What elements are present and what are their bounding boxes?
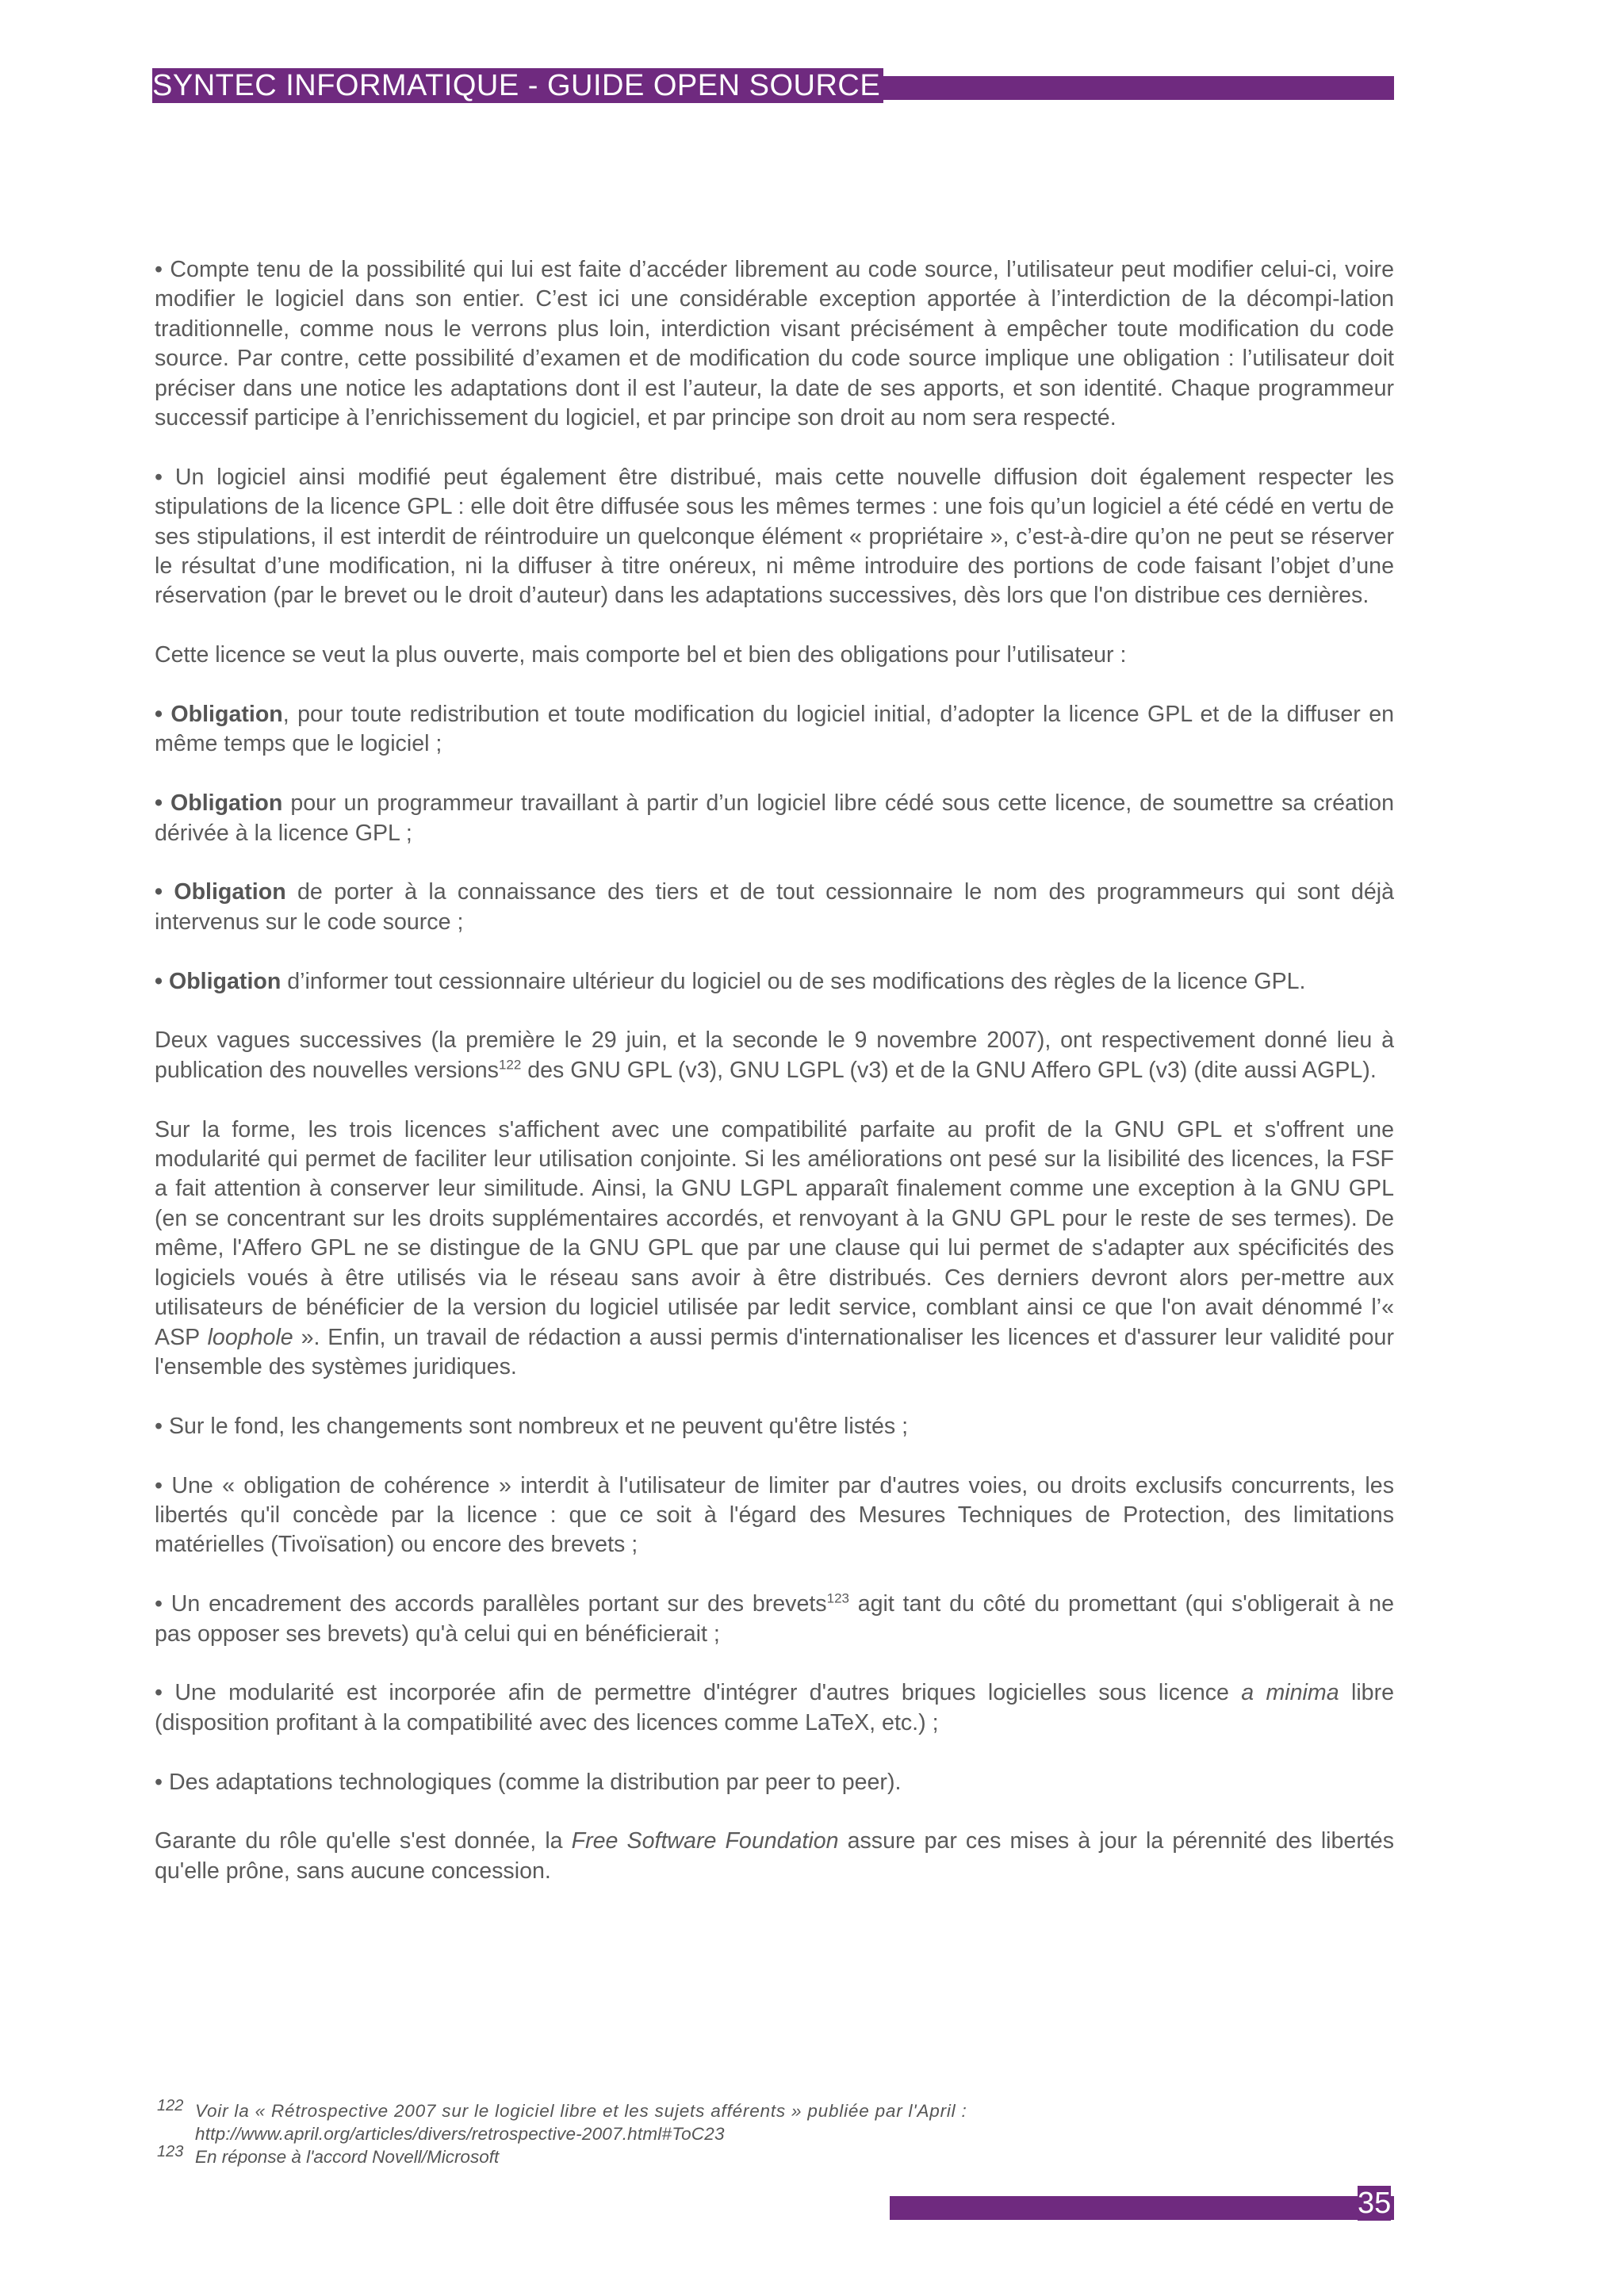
italic-term: Free Software Foundation xyxy=(571,1828,839,1854)
footnote-ref[interactable]: 123 xyxy=(826,1590,849,1606)
paragraph: • Sur le fond, les changements sont nombreux et ne peuvent qu'être listés ; xyxy=(155,1413,909,1439)
footnote-text: Voir la « Rétrospective 2007 sur le logiciel libre et les sujets afférents » publiée par l'April : xyxy=(195,2101,967,2121)
footnote-123 xyxy=(157,2145,1394,2168)
obligation-label: • Obligation xyxy=(155,702,283,728)
obligation-label: • Obligation xyxy=(155,968,282,994)
obligation-item xyxy=(155,967,1394,997)
text-run: assure par ces mises à jour la pérennité des libertés qu'elle prône, sans aucune concession. xyxy=(155,1828,1394,1884)
obligation-item xyxy=(155,700,1394,760)
paragraph: • Un logiciel ainsi modifié peut également être distribué, mais cette nouvelle diffusion doit également respecter les stipulations de la licence GPL : elle doit être diffusée sous les mêmes termes : une fois qu’un logiciel a été cédé en vertu de ses stipulations, il est interdit de réintroduire un quelconque élément « propriétaire », c’est-à-dire qu’on ne peut se réserver le résultat d’une modification, ni la diffuser à titre onéreux, ni même introduire des portions de code faisant l’objet d’une réservation (par le brevet ou le droit d’auteur) dans les adaptations successives, dès lors que l'on distribue ces dernières. xyxy=(155,464,1394,609)
header-title: SYNTEC INFORMATIQUE - GUIDE OPEN SOURCE xyxy=(152,68,883,103)
text-run: Sur la forme, les trois licences s'affichent avec une compatibilité parfaite au profit de la GNU GPL et s'offrent une modularité qui permet de faciliter leur utilisation conjointe. Si les améliorations ont pesé sur la lisibilité des licences, la FSF a fait attention à conserver leur similitude. Ainsi, la GNU LGPL apparaît finalement comme une exception à la GNU GPL (en se concentrant sur les droits supplémentaires accordés, et renvoyant à la GNU GPL pour le reste de ses termes). De même, l'Affero GPL ne se distingue de la GNU GPL que par une clause qui lui permet de s'adapter aux spécificités des logiciels voués à être utilisés via le réseau sans avoir à être distribués. Ces derniers devront alors per-mettre aux utilisateurs de bénéficier de la version du logiciel utilisée par ledit service, comblant ainsi ce que l'on avait dénommé l’« ASP xyxy=(155,1116,1394,1350)
footnote-number: 123 xyxy=(157,2143,184,2160)
italic-term: a minima xyxy=(1241,1680,1339,1706)
paragraph: • Des adaptations technologiques (comme la distribution par peer to peer). xyxy=(155,1769,902,1795)
footnote-number: 122 xyxy=(157,2097,184,2114)
main-content xyxy=(155,255,1394,1916)
obligation-text: pour un programmeur travaillant à partir d’un logiciel libre cédé sous cette licence, de soumettre sa création dérivée à la licence GPL ; xyxy=(155,790,1394,846)
paragraph xyxy=(155,1827,1394,1886)
obligation-item xyxy=(155,878,1394,937)
obligation-text: d’informer tout cessionnaire ultérieur du logiciel ou de ses modifications des règles de la licence GPL. xyxy=(281,968,1306,994)
obligation-label: • Obligation xyxy=(155,790,283,817)
paragraph xyxy=(155,1026,1394,1085)
obligation-text: , pour toute redistribution et toute modification du logiciel initial, d’adopter la licence GPL et de la diffuser en même temps que le logiciel ; xyxy=(155,702,1395,757)
text-run: des GNU GPL (v3), GNU LGPL (v3) et de la GNU Affero GPL (v3) (dite aussi AGPL). xyxy=(521,1057,1377,1083)
text-run: agit tant du côté du promettant (qui s'obligerait à ne pas opposer ses brevets) qu'à celui qui en bénéficierait ; xyxy=(155,1591,1394,1647)
paragraph xyxy=(155,1115,1394,1383)
text-run: ». Enfin, un travail de rédaction a aussi permis d'internationaliser les licences et d'assurer leur validité pour l'ensemble des systèmes juridiques. xyxy=(155,1324,1394,1380)
text-run: • Une modularité est incorporée afin de permettre d'intégrer d'autres briques logicielles sous licence xyxy=(155,1680,1242,1706)
obligation-item xyxy=(155,789,1394,848)
text-run: libre (disposition profitant à la compatibilité avec des licences comme LaTeX, etc.) ; xyxy=(155,1680,1394,1735)
page-number: 35 xyxy=(1358,2187,1392,2220)
text-run: Deux vagues successives (la première le 29 juin, et la seconde le 9 novembre 2007), ont respectivement donné lieu à publication des nouvelles versions xyxy=(155,1027,1394,1083)
italic-term: loophole xyxy=(207,1324,293,1350)
paragraph: • Compte tenu de la possibilité qui lui est faite d’accéder librement au code source, l’utilisateur peut modifier celui-ci, voire modifier le logiciel dans son entier. C’est ici une considérable exception apportée à l’interdiction de la décompi-lation traditionnelle, comme nous le verrons plus loin, interdiction visant précisément à empêcher toute modification du code source. Par contre, cette possibilité d’examen et de modification du code source implique une obligation : l’utilisateur doit préciser dans une notice les adaptations dont il est l’auteur, la date de ses apports, et son identité. Chaque programmeur successif participe à l’enrichissement du logiciel, et par principe son droit au nom sera respecté. xyxy=(155,257,1394,431)
footnote-link[interactable]: http://www.april.org/articles/divers/retrospective-2007.html#ToC23 xyxy=(195,2124,725,2144)
paragraph: Cette licence se veut la plus ouverte, mais comporte bel et bien des obligations pour l’utilisateur : xyxy=(155,642,1127,668)
obligation-text: de porter à la connaissance des tiers et de tout cessionnaire le nom des programmeurs qui sont déjà intervenus sur le code source ; xyxy=(155,879,1394,935)
footnote-ref[interactable]: 122 xyxy=(498,1057,522,1073)
obligation-label: • Obligation xyxy=(155,879,286,905)
text-run: • Un encadrement des accords parallèles portant sur des brevets xyxy=(155,1591,827,1617)
paragraph xyxy=(155,1590,1394,1649)
footnote-122 xyxy=(157,2099,1394,2145)
footnotes xyxy=(157,2099,1394,2168)
footnote-text: En réponse à l'accord Novell/Microsoft xyxy=(195,2147,500,2167)
paragraph: • Une « obligation de cohérence » interdit à l'utilisateur de limiter par d'autres voies, ou droits exclusifs concurrents, les libertés qu'il concède par la licence : que ce soit à l'égard des Mesures Techniques de Protection, des limitations matérielles (Tivoïsation) ou encore des brevets ; xyxy=(155,1472,1394,1558)
text-run: Garante du rôle qu'elle s'est donnée, la xyxy=(155,1828,572,1854)
paragraph xyxy=(155,1678,1394,1738)
footer-bar xyxy=(890,2196,1394,2220)
